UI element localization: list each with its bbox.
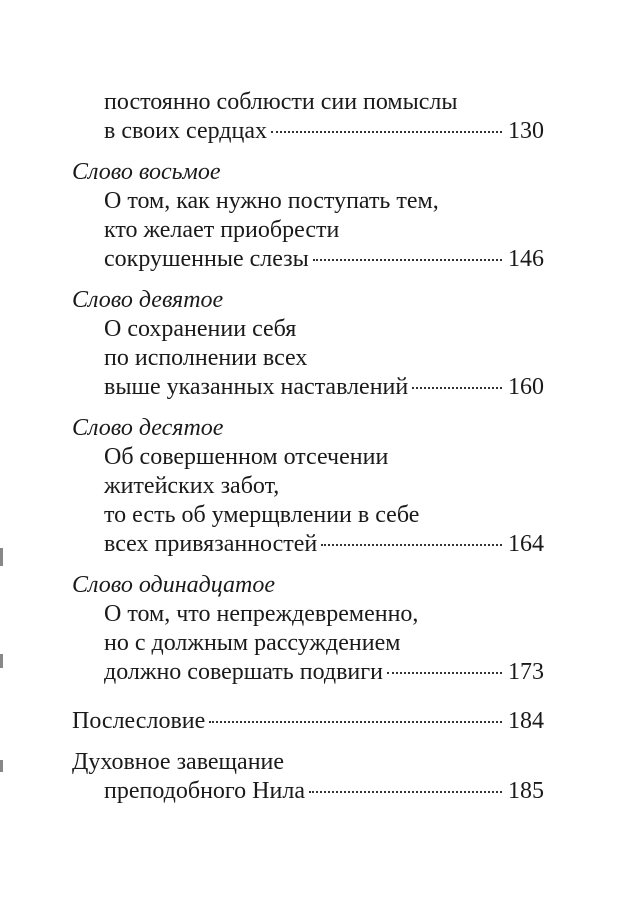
toc-entry-word-eleven xyxy=(72,571,544,687)
toc-entry-word-ten xyxy=(72,414,544,559)
toc-entry-line: постоянно соблюсти сии помыслы xyxy=(104,89,458,115)
page-number: 184 xyxy=(508,708,544,734)
toc-leader-line xyxy=(72,245,544,274)
toc-leader-text: должно совершать подвиги xyxy=(104,659,383,685)
toc-entry-line: Об совершенном отсечении xyxy=(104,444,389,470)
toc-entry-line: кто желает приобрести xyxy=(104,217,340,243)
page-number: 164 xyxy=(508,531,544,557)
scan-edge-mark xyxy=(0,760,3,772)
scan-edge-mark xyxy=(0,548,3,566)
page-number: 173 xyxy=(508,659,544,685)
toc-entry-continuation xyxy=(72,88,544,146)
dot-leader xyxy=(209,721,502,723)
toc-entry-testament xyxy=(72,748,544,806)
toc-entry-line: Духовное завещание xyxy=(72,749,285,775)
page-number: 160 xyxy=(508,374,544,400)
toc-leader-line xyxy=(72,373,544,402)
toc-entry-afterword xyxy=(72,707,544,736)
toc-entry-line: по исполнении всех xyxy=(104,345,308,371)
page-number: 146 xyxy=(508,246,544,272)
toc-leader-line xyxy=(72,117,544,146)
dot-leader xyxy=(313,259,502,261)
toc-leader-line xyxy=(72,530,544,559)
toc-leader-text: всех привязанностей xyxy=(104,531,318,557)
dot-leader xyxy=(309,791,502,793)
toc-leader-text: выше указанных наставлений xyxy=(104,374,409,400)
dot-leader xyxy=(321,544,502,546)
toc-section-heading: Слово восьмое xyxy=(72,159,221,185)
toc-leader-line xyxy=(72,658,544,687)
page-number: 130 xyxy=(508,118,544,144)
toc-leader-line xyxy=(72,777,544,806)
toc-entry-line: О том, что непреждевременно, xyxy=(104,601,419,627)
toc-section-heading: Слово девятое xyxy=(72,287,224,313)
toc-leader-text: преподобного Нила xyxy=(104,778,305,804)
toc-entry-line: О том, как нужно поступать тем, xyxy=(104,188,439,214)
toc-entry-line: но с должным рассуждением xyxy=(104,630,401,656)
dot-leader xyxy=(387,672,502,674)
toc-entry-line: житейских забот, xyxy=(104,473,280,499)
toc-entry-line: то есть об умерщвлении в себе xyxy=(104,502,420,528)
table-of-contents xyxy=(72,88,544,806)
toc-leader-text: сокрушенные слезы xyxy=(104,246,309,272)
dot-leader xyxy=(271,131,502,133)
scan-edge-mark xyxy=(0,654,3,668)
toc-entry-word-eight xyxy=(72,158,544,274)
toc-leader-line xyxy=(72,707,544,736)
toc-section-heading: Слово одинадцатое xyxy=(72,572,276,598)
dot-leader xyxy=(412,387,502,389)
page-number: 185 xyxy=(508,778,544,804)
toc-leader-text: в своих сердцах xyxy=(104,118,267,144)
toc-entry-line: О сохранении себя xyxy=(104,316,297,342)
toc-entry-word-nine xyxy=(72,286,544,402)
toc-section-heading: Слово десятое xyxy=(72,415,224,441)
toc-leader-text: Послесловие xyxy=(72,708,206,734)
